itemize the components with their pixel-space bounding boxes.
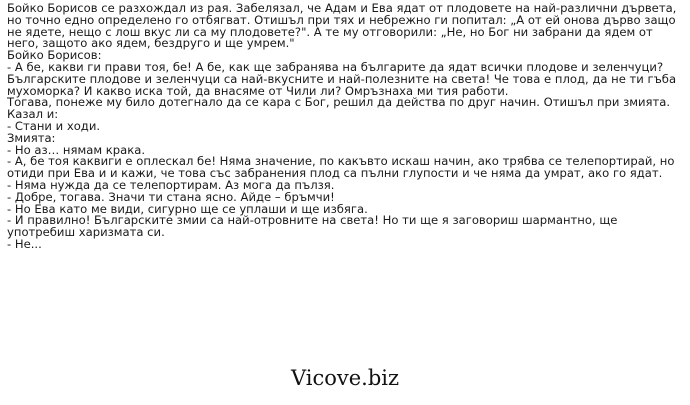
line-snake-no-legs: - Но аз… нямам крака. [7,142,146,157]
line-stand-and-walk: - Стани и ходи. [7,118,101,133]
speaker-snake: Змията: [7,130,56,145]
paragraph-narration: Тогава, понеже му било дотегнало да се кара с Бог, решил да действа по друг начин. Отишъл при змията. Казал и: [7,95,671,122]
speaker-boyko: Бойко Борисов: [7,48,102,63]
line-boyko-teleport: - А, бе тоя каквиги е оплескал бе! Няма значение, по какъвто искаш начин, ако трябва се телепортирай, но отиди при Ева и и кажи, че това със забранения плод са пълни глупости и че няма да умрат, ако го ядат. [7,154,675,181]
paragraph-intro: Бойко Борисов се разхождал из рая. Забелязал, че Адам и Ева ядат от плодовете на най-различни дървета, но точно едно определено го отбягват. Отишъл при тях и небрежно ги попитал: „А от ей онова дърво защо не ядете, нещо с лош вкус ли са му плодовете?". А те му отговорили: „Не, но Бог ни забрани да ядем от него, защото ако ядем, бездруго и ще умрем." [7,1,677,51]
site-name: Vicove.biz [290,366,400,390]
line-snake-scared: - Но Ева като ме види, сигурно ще се уплаши и ще избяга. [7,201,368,216]
joke-text [7,3,683,251]
line-boyko-rant: - А бе, какви ги прави тоя, бе! А бе, как ще забранява на българите да ядат всички плодове и зеленчуци? Българските плодове и зеленчуци са най-вкусните и най-полезните на света! Че това е плод, да не ти гъба мухоморка? И какво иска той, да внасяме от Чили ли? Омръзнаха ми тия работи. [7,59,677,98]
line-boyko-charisma: - И правилно! Българските змии са най-отровните на света! Но ти ще я заговориш шармантно, ще употребиш харизмата си. [7,213,618,240]
line-snake-crawl: - Няма нужда да се телепортирам. Аз мога да пълзя. [7,177,335,192]
line-snake-no: - Не... [7,236,42,251]
line-boyko-go: - Добре, тогава. Значи ти стана ясно. Айде – бръмчи! [7,189,335,204]
